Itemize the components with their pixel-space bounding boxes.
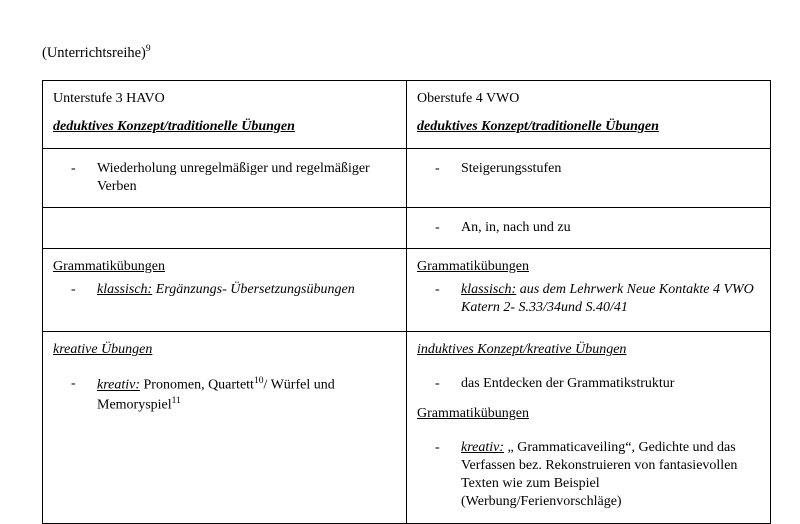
table-row	[43, 332, 771, 523]
bullet-lead: klassisch:	[97, 282, 153, 298]
row3-left-subheading: Grammatikübungen	[53, 258, 165, 274]
list-item	[417, 219, 762, 237]
row4-right-subheading-2: Grammatikübungen	[417, 406, 529, 422]
row4-left-subheading: kreative Übungen	[53, 342, 153, 358]
bullet-text: das Entdecken der Grammatikstruktur	[461, 376, 675, 392]
row3-cell-right	[407, 248, 771, 332]
table-header-row	[43, 81, 771, 149]
list-item	[417, 375, 762, 393]
header-right-subtitle: deduktives Konzept/traditionelle Übungen	[417, 118, 659, 134]
bullet-dash: -	[71, 282, 76, 298]
header-cell-right	[407, 81, 771, 149]
row4-right-subheading: induktives Konzept/kreative Übungen	[417, 342, 627, 358]
header-left-subtitle: deduktives Konzept/traditionelle Übungen	[53, 118, 295, 134]
bullet-dash: -	[435, 439, 440, 455]
bullet-text	[79, 281, 398, 299]
bullet-text: Wiederholung unregelmäßiger und regelmäßiger Verben	[97, 160, 370, 194]
bullet-text	[443, 439, 762, 511]
list-item	[53, 281, 398, 299]
footnote-marker-10: 10	[253, 376, 264, 387]
row4-cell-left	[43, 332, 407, 523]
bullet-lead: klassisch:	[461, 282, 517, 298]
table-row	[43, 148, 771, 207]
bullet-body: Ergänzungs- Übersetzungsübungen	[152, 282, 355, 298]
page-caption	[42, 44, 151, 62]
list-item	[53, 160, 398, 196]
bullet-body: Pronomen, Quartett	[140, 377, 254, 393]
bullet-dash: -	[435, 219, 440, 235]
row2-cell-left	[43, 207, 407, 248]
bullet-body-2: / Würfel und Memoryspiel	[97, 377, 335, 413]
footnote-marker-11: 11	[171, 395, 181, 406]
comparison-table	[42, 80, 771, 524]
list-item	[417, 281, 762, 317]
header-right-title: Oberstufe 4 VWO	[417, 91, 520, 106]
bullet-dash: -	[71, 160, 76, 176]
bullet-dash: -	[71, 376, 76, 392]
bullet-text	[443, 281, 762, 317]
bullet-body: aus dem Lehrwerk Neue Kontakte 4 VWO Katern 2- S.33/34und S.40/41	[461, 282, 754, 316]
table-row	[43, 248, 771, 332]
header-left-title: Unterstufe 3 HAVO	[53, 91, 165, 106]
bullet-lead: kreativ:	[97, 377, 141, 393]
bullet-body: „ Grammaticaveiling“, Gedichte und das Verfassen bez. Rekonstruieren von fantasievollen Texten wie zum Beispiel (Werbung/Ferienvorschläge)	[461, 439, 738, 509]
caption-footnote-marker: 9	[145, 44, 151, 54]
list-item	[417, 160, 762, 178]
row4-cell-right	[407, 332, 771, 523]
bullet-dash: -	[435, 376, 440, 392]
caption-text: (Unterrichtsreihe)	[42, 44, 146, 61]
bullet-text	[79, 375, 398, 414]
bullet-text: An, in, nach und zu	[461, 219, 571, 235]
list-item	[53, 375, 398, 414]
row1-cell-right	[407, 148, 771, 207]
row2-cell-right	[407, 207, 771, 248]
row1-cell-left	[43, 148, 407, 207]
header-cell-left	[43, 81, 407, 149]
bullet-dash: -	[435, 160, 440, 176]
bullet-lead: kreativ:	[461, 439, 505, 455]
bullet-dash: -	[435, 282, 440, 298]
table-row	[43, 207, 771, 248]
list-item	[417, 439, 762, 511]
row3-cell-left	[43, 248, 407, 332]
row3-right-subheading: Grammatikübungen	[417, 258, 529, 274]
bullet-text: Steigerungsstufen	[461, 160, 562, 176]
